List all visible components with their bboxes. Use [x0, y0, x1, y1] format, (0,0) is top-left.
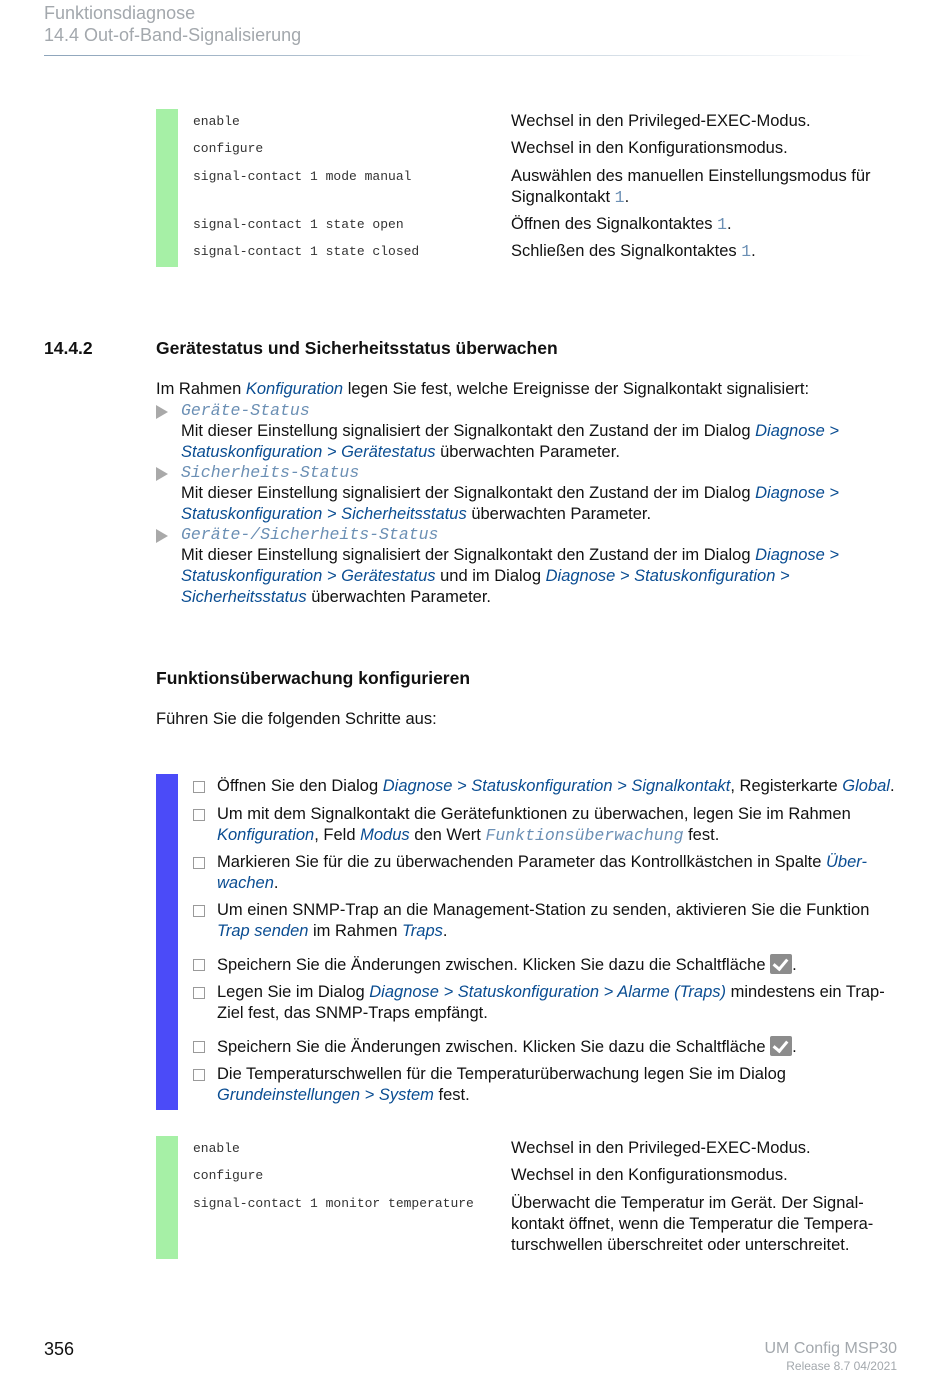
field-link: Modus [360, 826, 410, 844]
cli-description: Auswählen des manuellen Einstellungsmodus für Signalkontakt 1. [511, 167, 871, 207]
step-checkbox-icon [193, 781, 205, 793]
steps-lead: Führen Sie die folgenden Schritte aus: [156, 710, 437, 728]
dialog-path-link: Diagnose > Statuskonfiguration > Alarme (Traps) [369, 983, 727, 1001]
function-link: Trap senden [217, 922, 309, 940]
step-item: Öffnen Sie den Dialog Diagnose > Statuskonfiguration > Signalkontakt, Registerkarte Global. [193, 776, 898, 797]
step-item: Markieren Sie für die zu überwachenden Parameter das Kontrollkästchen in Spalte Über-wachen. [193, 852, 898, 894]
cli-command: configure [193, 141, 264, 156]
cli-command: configure [193, 1168, 264, 1183]
cli-description: Wechsel in den Konfigurationsmodus. [511, 1166, 788, 1184]
cli-description: Wechsel in den Konfigurationsmodus. [511, 139, 788, 157]
header-divider [44, 55, 874, 56]
step-checkbox-icon [193, 1041, 205, 1053]
footer-doc-name: UM Config MSP30 [764, 1340, 897, 1357]
step-checkbox-icon [193, 987, 205, 999]
contact-number: 1 [614, 188, 625, 207]
frame-link: Traps [401, 922, 443, 940]
cli-command: signal-contact 1 state open [193, 217, 404, 232]
dialog-path-link: Gerätestatus [341, 443, 436, 461]
triangle-bullet-icon [156, 529, 168, 543]
option-name: Geräte-Status [181, 401, 310, 420]
header-chapter: Funktionsdiagnose [44, 3, 196, 23]
page-number: 356 [44, 1339, 75, 1359]
cli-command: signal-contact 1 mode manual [193, 169, 412, 184]
footer-release: Release 8.7 04/2021 [786, 1359, 897, 1373]
step-checkbox-icon [193, 1069, 205, 1081]
save-check-icon [770, 954, 792, 974]
step-item: Legen Sie im Dialog Diagnose > Statuskonfiguration > Alarme (Traps) mindestens ein Trap-Ziel fest, das SNMP-Traps empfängt. [193, 982, 898, 1024]
steps-bar [156, 774, 178, 1110]
dialog-path-link: Diagnose > Statuskonfiguration [181, 422, 840, 461]
subsection-title: Funktionsüberwachung konfigurieren [156, 668, 471, 688]
dialog-path-link: Diagnose > Statuskonfiguration [181, 546, 840, 585]
step-checkbox-icon [193, 905, 205, 917]
cli-block-1 [156, 109, 896, 267]
contact-number: 1 [741, 242, 752, 261]
step-checkbox-icon [193, 809, 205, 821]
cli-description: Schließen des Signalkontaktes 1. [511, 242, 756, 261]
cli-bar [156, 109, 178, 267]
save-check-icon [770, 1036, 792, 1056]
dialog-path-link: Diagnose > Statuskonfiguration > Sicherheitsstatus [181, 567, 790, 606]
dialog-path-link: Grundeinstellungen > System [217, 1086, 434, 1104]
tab-link: Global [842, 777, 890, 795]
step-checkbox-icon [193, 857, 205, 869]
cli-description: Wechsel in den Privileged-EXEC-Modus. [511, 112, 811, 130]
frame-link: Konfiguration [217, 826, 315, 844]
intro-paragraph: Im Rahmen Konfiguration legen Sie fest, welche Ereignisse der Signalkontakt signalisiert: [156, 380, 810, 398]
value-text: Funktionsüberwachung [485, 826, 684, 845]
dialog-path-link: Diagnose > Statuskonfiguration > Signalkontakt [382, 777, 731, 795]
cli-command: enable [193, 1141, 240, 1156]
step-item: Um mit dem Signalkontakt die Gerätefunktionen zu überwachen, legen Sie im Rahmen Konfiguration, Feld Modus den Wert Funktionsüberwachung fest. [193, 804, 898, 846]
triangle-bullet-icon [156, 405, 168, 419]
cli-command: enable [193, 114, 240, 129]
option-description: Mit dieser Einstellung signalisiert der Signalkontakt den Zustand der im Dialog Diagnose > Statuskonfiguration > Sicherheitsstatus überwachten Parameter. [181, 484, 840, 523]
dialog-path-link: Diagnose > Statuskonfiguration [181, 484, 840, 523]
cli-description: Wechsel in den Privileged-EXEC-Modus. [511, 1139, 811, 1157]
step-item: Um einen SNMP-Trap an die Management-Station zu senden, aktivieren Sie die Funktion Trap senden im Rahmen Traps. [193, 900, 898, 942]
step-item: Die Temperaturschwellen für die Temperaturüberwachung legen Sie im Dialog Grundeinstellungen > System fest. [193, 1064, 898, 1106]
cli-description: Öffnen des Signalkontaktes 1. [511, 215, 732, 234]
option-description: Mit dieser Einstellung signalisiert der Signalkontakt den Zustand der im Dialog Diagnose > Statuskonfiguration > Gerätestatus und im Dialog Diagnose > Statuskonfiguration > Sicherheitsstatus überwachten Parameter. [181, 546, 840, 606]
header-section: 14.4 Out-of-Band-Signalisierung [44, 25, 302, 45]
section-title: Gerätestatus und Sicherheitsstatus überwachen [156, 338, 558, 358]
option-name: Geräte-/Sicherheits-Status [181, 525, 439, 544]
step-checkbox-icon [193, 959, 205, 971]
link-konfiguration: Konfiguration [245, 380, 344, 398]
cli-command: signal-contact 1 state closed [193, 244, 420, 259]
step-item: Speichern Sie die Änderungen zwischen. Klicken Sie dazu die Schaltfläche . [193, 954, 898, 976]
section-number: 14.4.2 [44, 338, 93, 358]
triangle-bullet-icon [156, 467, 168, 481]
option-geraete-sicherheits-status [156, 524, 901, 608]
dialog-path-link: Gerätestatus [341, 567, 436, 585]
column-link: Über-wachen [217, 853, 867, 892]
step-item: Speichern Sie die Änderungen zwischen. Klicken Sie dazu die Schaltfläche . [193, 1036, 898, 1058]
cli-description: Überwacht die Temperatur im Gerät. Der Signal-kontakt öffnet, wenn die Temperatur die Tempera-turschwellen überschreitet oder unterschreitet. [511, 1194, 874, 1254]
cli-bar [156, 1136, 178, 1259]
option-name: Sicherheits-Status [181, 463, 360, 482]
option-geraete-status [156, 400, 901, 463]
cli-command: signal-contact 1 monitor temperature [193, 1196, 474, 1211]
cli-block-2 [156, 1136, 896, 1259]
option-description: Mit dieser Einstellung signalisiert der Signalkontakt den Zustand der im Dialog Diagnose > Statuskonfiguration > Gerätestatus überwachten Parameter. [181, 422, 840, 461]
contact-number: 1 [717, 215, 727, 234]
dialog-path-link: Sicherheitsstatus [341, 505, 467, 523]
option-sicherheits-status [156, 462, 901, 525]
